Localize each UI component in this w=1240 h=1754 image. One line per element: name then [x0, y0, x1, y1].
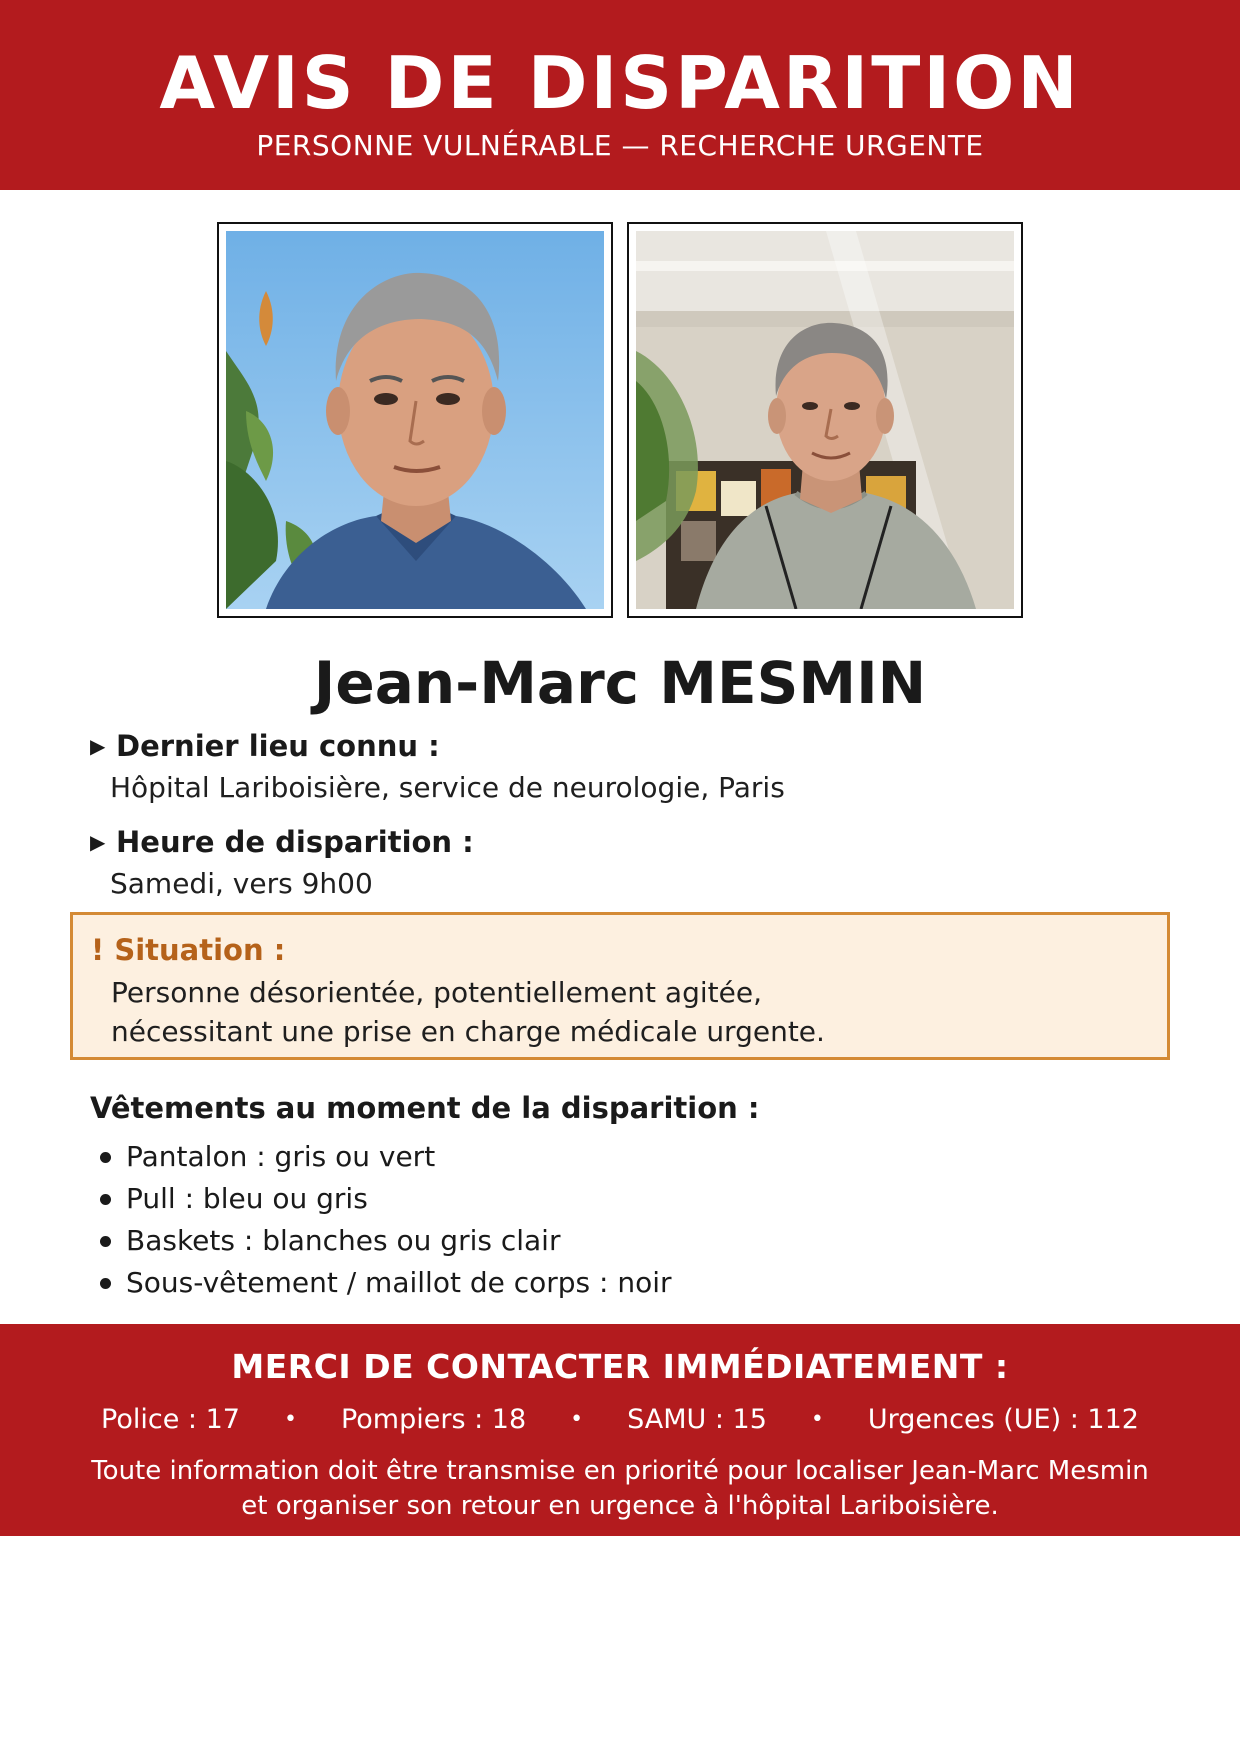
page-subtitle: PERSONNE VULNÉRABLE — RECHERCHE URGENTE — [256, 129, 984, 162]
contact-pompiers: Pompiers : 18 — [340, 1404, 527, 1435]
situation-line-2: nécessitant une prise en charge médicale urgente. — [111, 1015, 825, 1048]
last-location-label — [90, 728, 440, 764]
situation-box — [70, 912, 1170, 1060]
footer-title: MERCI DE CONTACTER IMMÉDIATEMENT : — [231, 1347, 1009, 1386]
list-item: Sous-vêtement / maillot de corps : noir — [96, 1262, 672, 1304]
triangle-bullet-icon: ▶ — [90, 734, 106, 758]
footer-note — [30, 1454, 1210, 1524]
situation-line-1: Personne désorientée, potentiellement agitée, — [111, 976, 762, 1009]
contact-police: Police : 17 — [101, 1404, 240, 1435]
bullet-separator-icon: • — [810, 1407, 824, 1432]
contact-numbers — [0, 1402, 1240, 1438]
situation-title: ! Situation : — [91, 933, 286, 967]
triangle-bullet-icon: ▶ — [90, 830, 106, 854]
footer-note-line-1: Toute information doit être transmise en priorité pour localiser Jean-Marc Mesmin — [91, 1456, 1149, 1486]
photo-frame-1 — [217, 222, 613, 618]
portrait-photo-indoor — [636, 231, 1014, 609]
page-title: AVIS DE DISPARITION — [159, 41, 1081, 125]
bullet-separator-icon: • — [570, 1407, 584, 1432]
footer-note-line-2: et organiser son retour en urgence à l'hôpital Lariboisière. — [241, 1491, 999, 1521]
bullet-separator-icon: • — [283, 1407, 297, 1432]
contact-urgences: Urgences (UE) : 112 — [867, 1404, 1139, 1435]
portrait-photo-outdoor — [226, 231, 604, 609]
last-location-value: Hôpital Lariboisière, service de neurologie, Paris — [110, 771, 785, 804]
photo-frame-2 — [627, 222, 1023, 618]
clothes-list — [96, 1136, 672, 1304]
list-item: Pantalon : gris ou vert — [96, 1136, 672, 1178]
disappearance-time-label-text: Heure de disparition : — [116, 825, 474, 859]
contact-samu: SAMU : 15 — [627, 1404, 767, 1435]
footer-banner — [0, 1324, 1240, 1536]
list-item: Pull : bleu ou gris — [96, 1178, 672, 1220]
disappearance-time-label — [90, 824, 474, 860]
disappearance-time-value: Samedi, vers 9h00 — [110, 867, 373, 900]
clothes-title: Vêtements au moment de la disparition : — [90, 1091, 760, 1125]
last-location-label-text: Dernier lieu connu : — [116, 729, 440, 763]
person-name: Jean-Marc MESMIN — [313, 649, 927, 717]
list-item: Baskets : blanches ou gris clair — [96, 1220, 672, 1262]
header-banner — [0, 0, 1240, 190]
